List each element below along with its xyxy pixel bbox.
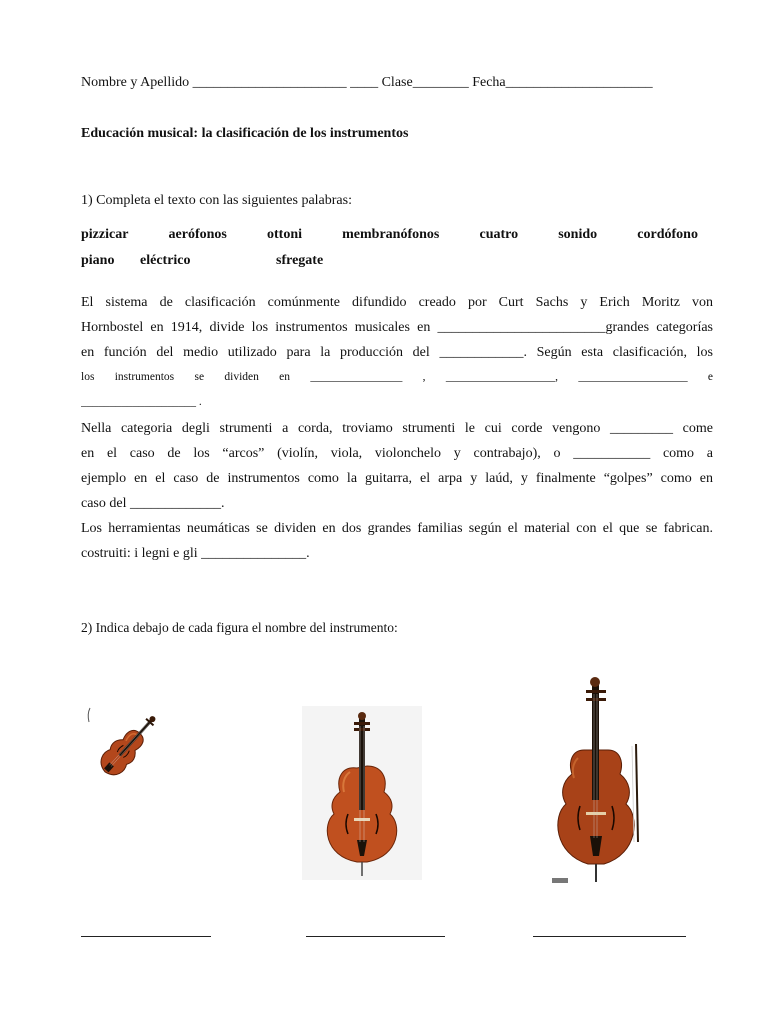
word-bank-row-1 xyxy=(81,227,698,243)
paragraph-line: los instrumentos se dividen en ________________ , ___________________, ___________________ e xyxy=(81,371,713,383)
paragraph-line: Nella categoria degli strumenti a corda, troviamo strumenti le cui corde vengono _________ come xyxy=(81,421,713,436)
student-info-header: Nombre y Apellido ______________________ ____ Clase________ Fecha_____________________ xyxy=(81,75,653,90)
paragraph-line: en función del medio utilizado para la producción del ____________. Según esta clasificación, los xyxy=(81,345,713,360)
question-2-prompt: 2) Indica debajo de cada figura el nombre del instrumento: xyxy=(81,620,398,635)
paragraph-line: ejemplo en el caso de instrumentos como la guitarra, el arpa y laúd, y finalmente “golpes” como en xyxy=(81,471,713,486)
paragraph-line: caso del _____________. xyxy=(81,496,225,511)
paragraph-line: en el caso de los “arcos” (violín, viola, violonchelo y contrabajo), o ___________ como a xyxy=(81,446,713,461)
answer-line-cello[interactable] xyxy=(306,936,445,937)
answer-line-violin[interactable] xyxy=(81,936,211,937)
fill-in-paragraph-2 xyxy=(81,416,713,566)
paragraph-line: Los herramientas neumáticas se dividen en dos grandes familias según el material con el que se fabrican. xyxy=(81,521,713,536)
word-bank-item: piano xyxy=(81,253,115,268)
word-bank-item: eléctrico xyxy=(140,253,191,268)
paragraph-line: Hornbostel en 1914, divide los instrumentos musicales en ________________________grandes categorías xyxy=(81,320,713,335)
paragraph-line: El sistema de clasificación comúnmente difundido creado por Curt Sachs y Erich Moritz von xyxy=(81,295,713,310)
answer-line-double-bass[interactable] xyxy=(533,936,686,937)
word-bank-item: aerófonos xyxy=(168,227,227,242)
word-bank-item: sfregate xyxy=(276,253,324,268)
violin-image xyxy=(84,704,158,798)
question-1-prompt: 1) Completa el texto con las siguientes palabras: xyxy=(81,193,352,208)
worksheet-title: Educación musical: la clasificación de los instrumentos xyxy=(81,126,409,141)
cello-image xyxy=(302,706,422,880)
word-bank-item: cuatro xyxy=(479,227,519,242)
fill-in-paragraph-1 xyxy=(81,290,713,415)
double-bass-image xyxy=(546,674,646,886)
word-bank-item: cordófono xyxy=(637,227,698,242)
paragraph-line: ____________________ . xyxy=(81,396,202,408)
word-bank-item: ottoni xyxy=(267,227,302,242)
paragraph-line: costruiti: i legni e gli _______________. xyxy=(81,546,310,561)
word-bank-item: membranófonos xyxy=(342,227,440,242)
word-bank-item: sonido xyxy=(558,227,598,242)
word-bank-item: pizzicar xyxy=(81,227,129,242)
